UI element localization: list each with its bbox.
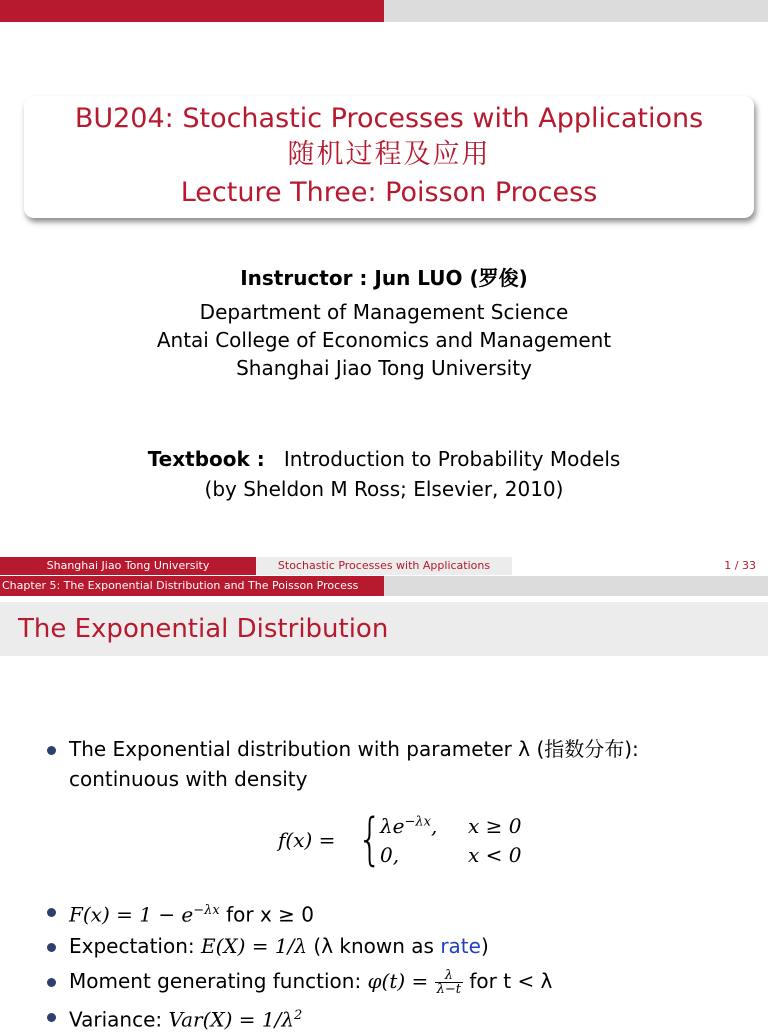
density-case1-expression <box>380 814 437 838</box>
density-case1-base: λe <box>380 814 405 838</box>
footer-course: Stochastic Processes with Applications <box>256 557 512 575</box>
chapter-bar-right <box>384 576 768 596</box>
bullet-variance <box>46 1001 768 1035</box>
density-case1-comma: , <box>430 814 438 838</box>
bullet-cdf <box>46 896 768 930</box>
affiliation-block <box>0 298 768 382</box>
footer-page-number: 1 / 33 <box>512 557 768 575</box>
title-box <box>24 96 754 218</box>
frame-title: The Exponential Distribution <box>18 614 389 644</box>
expectation-note: (λ known as <box>307 934 441 958</box>
density-case2-expression: 0, <box>380 843 400 867</box>
instructor-name: Instructor : Jun LUO (罗俊) <box>240 266 528 290</box>
density-lhs: f(x) = <box>278 828 336 852</box>
slide-footer <box>0 557 768 575</box>
textbook-block <box>0 444 768 504</box>
variance-label: Variance: <box>69 1007 169 1032</box>
expectation-expression: E(X) = 1/λ <box>200 934 308 958</box>
frame-title-bar <box>0 602 768 656</box>
course-title: BU204: Stochastic Processes with Applications <box>74 103 704 134</box>
textbook-detail: (by Sheldon M Ross; Elsevier, 2010) <box>204 477 564 501</box>
header-bar-right <box>384 0 768 22</box>
course-title-chinese: 随机过程及应用 <box>287 139 491 170</box>
mgf-denominator: λ−t <box>436 982 462 997</box>
bullet-exponential-definition <box>46 734 768 794</box>
cdf-exponent: −λx <box>193 903 220 918</box>
chapter-title: Chapter 5: The Exponential Distribution and The Poisson Process <box>0 576 384 596</box>
bullet-expectation <box>46 931 768 961</box>
cdf-condition: for x ≥ 0 <box>219 902 314 927</box>
density-case1-condition: x ≥ 0 <box>468 814 522 838</box>
mgf-label: Moment generating function: <box>69 969 368 993</box>
mgf-fraction <box>435 969 463 996</box>
bullet-mgf <box>46 966 768 996</box>
mgf-condition: for t < λ <box>463 969 553 993</box>
affiliation-university: Shanghai Jiao Tong University <box>236 356 532 380</box>
mgf-expression: φ(t) = <box>367 969 435 993</box>
affiliation-department: Department of Management Science <box>199 300 569 324</box>
expectation-label: Expectation: <box>69 934 201 958</box>
variance-expression: Var(X) = 1/λ <box>168 1007 295 1032</box>
affiliation-college: Antai College of Economics and Management <box>156 328 612 352</box>
lecture-title: Lecture Three: Poisson Process <box>180 177 598 208</box>
rate-term: rate <box>440 934 481 958</box>
bullet-text-continued: continuous with density <box>69 767 308 791</box>
cdf-expression: F(x) = 1 − e <box>69 902 194 927</box>
bullet-text: The Exponential distribution with parameter λ (指数分布): <box>69 737 639 761</box>
density-case2-condition: x < 0 <box>468 843 522 867</box>
expectation-close: ) <box>480 934 489 958</box>
variance-exponent: 2 <box>294 1008 303 1023</box>
chapter-bar <box>0 576 768 596</box>
top-header-bar <box>0 0 768 22</box>
textbook-title: Introduction to Probability Models <box>283 447 621 471</box>
left-brace-symbol: { <box>357 807 383 872</box>
mgf-numerator: λ <box>435 969 463 983</box>
textbook-label: Textbook : <box>147 447 265 471</box>
density-case1-exponent: −λx <box>404 814 431 830</box>
header-bar-left <box>0 0 384 22</box>
footer-institution: Shanghai Jiao Tong University <box>0 557 256 575</box>
